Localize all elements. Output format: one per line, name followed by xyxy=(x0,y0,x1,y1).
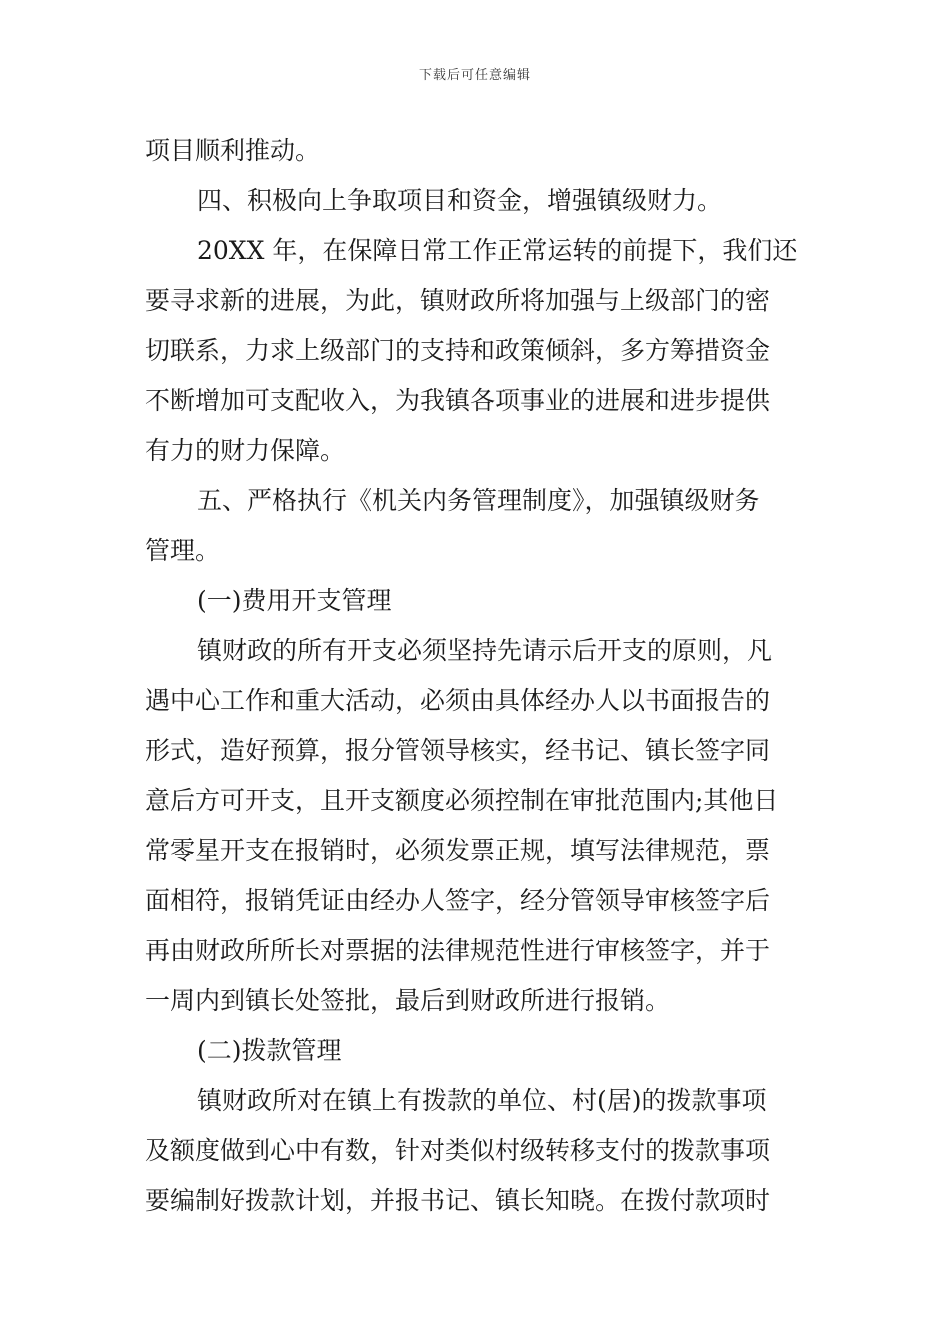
text-line: 意后方可开支，且开支额度必须控制在审批范围内;其他日 xyxy=(145,786,779,815)
text-line: 镇财政的所有开支必须坚持先请示后开支的原则，凡 xyxy=(197,636,773,665)
text-line: 管理。 xyxy=(145,536,221,565)
text-line: 20XX 年，在保障日常工作正常运转的前提下，我们还 xyxy=(197,236,798,265)
page-header: 下载后可任意编辑 xyxy=(418,68,531,83)
text-line: 及额度做到心中有数，针对类似村级转移支付的拨款事项 xyxy=(145,1136,771,1165)
text-line: 要编制好拨款计划，并报书记、镇长知晓。在拨付款项时 xyxy=(145,1186,771,1215)
text-line: 五、严格执行《机关内务管理制度》，加强镇级财务 xyxy=(197,486,760,515)
text-line: 遇中心工作和重大活动，必须由具体经办人以书面报告的 xyxy=(145,686,771,715)
text-line: (一)费用开支管理 xyxy=(197,586,392,615)
text-line: 切联系，力求上级部门的支持和政策倾斜，多方筹措资金 xyxy=(145,336,771,365)
text-line: 一周内到镇长处签批，最后到财政所进行报销。 xyxy=(145,986,671,1015)
text-line: 形式，造好预算，报分管领导核实，经书记、镇长签字同 xyxy=(145,736,771,765)
text-line: 四、积极向上争取项目和资金，增强镇级财力。 xyxy=(197,186,723,215)
text-line: (二)拨款管理 xyxy=(197,1036,342,1065)
text-line: 常零星开支在报销时，必须发票正规，填写法律规范，票 xyxy=(145,836,771,865)
text-line: 不断增加可支配收入，为我镇各项事业的进展和进步提供 xyxy=(145,386,771,415)
text-line: 要寻求新的进展，为此，镇财政所将加强与上级部门的密 xyxy=(145,286,771,315)
text-line: 项目顺利推动。 xyxy=(145,136,321,165)
text-line: 面相符，报销凭证由经办人签字，经分管领导审核签字后 xyxy=(145,886,771,915)
text-line: 有力的财力保障。 xyxy=(145,436,346,465)
text-line: 镇财政所对在镇上有拨款的单位、村(居)的拨款事项 xyxy=(197,1086,767,1115)
document-body xyxy=(145,126,807,1226)
text-line: 再由财政所所长对票据的法律规范性进行审核签字，并于 xyxy=(145,936,771,965)
